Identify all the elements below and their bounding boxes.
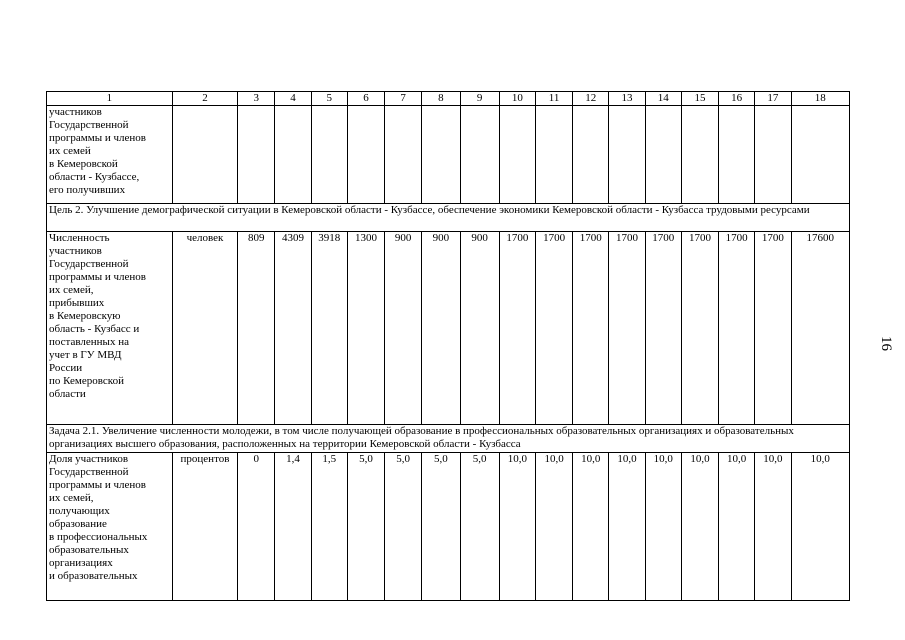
table-cell xyxy=(460,106,499,204)
table-row xyxy=(47,453,850,601)
value-cell: 1700 xyxy=(573,232,609,425)
table-cell xyxy=(311,106,347,204)
header-cell: 2 xyxy=(172,92,237,106)
table-cell xyxy=(791,106,850,204)
value-cell: 10,0 xyxy=(499,453,535,601)
table-cell xyxy=(719,106,755,204)
page-number: 16 xyxy=(878,336,894,351)
value-cell: 4309 xyxy=(275,232,311,425)
section-row xyxy=(47,204,850,232)
table-cell xyxy=(499,106,535,204)
value-cell: 10,0 xyxy=(755,453,791,601)
value-cell: 1700 xyxy=(535,232,572,425)
value-cell: 10,0 xyxy=(573,453,609,601)
task-heading: Задача 2.1. Увеличение численности молодежи, в том числе получающей образование в профессиональных образовательных организациях и образовательных организациях высшего образования, расположенных на территории Кемеровской области - Кузбасса xyxy=(47,425,850,453)
header-cell: 1 xyxy=(47,92,173,106)
header-cell: 10 xyxy=(499,92,535,106)
table-cell xyxy=(645,106,681,204)
unit-cell: человек xyxy=(172,232,237,425)
value-cell: 1300 xyxy=(347,232,384,425)
value-cell: 1700 xyxy=(681,232,718,425)
table-cell xyxy=(755,106,791,204)
value-cell: 900 xyxy=(385,232,422,425)
value-cell: 1,5 xyxy=(311,453,347,601)
value-cell: 1700 xyxy=(645,232,681,425)
value-cell: 5,0 xyxy=(385,453,422,601)
value-cell: 5,0 xyxy=(422,453,460,601)
header-cell: 8 xyxy=(422,92,460,106)
unit-cell: процентов xyxy=(172,453,237,601)
header-cell: 15 xyxy=(681,92,718,106)
header-cell: 11 xyxy=(535,92,572,106)
value-cell: 5,0 xyxy=(460,453,499,601)
table-cell xyxy=(573,106,609,204)
value-cell: 5,0 xyxy=(347,453,384,601)
value-cell: 10,0 xyxy=(609,453,645,601)
header-cell: 17 xyxy=(755,92,791,106)
header-cell: 6 xyxy=(347,92,384,106)
header-cell: 5 xyxy=(311,92,347,106)
header-cell: 4 xyxy=(275,92,311,106)
value-cell: 1,4 xyxy=(275,453,311,601)
value-cell: 1700 xyxy=(755,232,791,425)
header-row xyxy=(47,92,850,106)
value-cell: 809 xyxy=(238,232,275,425)
value-cell: 1700 xyxy=(499,232,535,425)
header-cell: 12 xyxy=(573,92,609,106)
value-cell: 900 xyxy=(422,232,460,425)
table-cell xyxy=(422,106,460,204)
indicator-name: Численность участников Государственной программы и членов их семей, прибывших в Кемеровскую область - Кузбасс и поставленных на учет в ГУ МВД России по Кемеровской области xyxy=(47,232,173,425)
table-cell xyxy=(172,106,237,204)
value-cell: 1700 xyxy=(609,232,645,425)
table-row xyxy=(47,106,850,204)
value-cell: 17600 xyxy=(791,232,850,425)
table-row xyxy=(47,232,850,425)
value-cell: 10,0 xyxy=(681,453,718,601)
value-cell: 0 xyxy=(238,453,275,601)
indicator-name: участников Государственной программы и членов их семей в Кемеровской области - Кузбассе, его получивших xyxy=(47,106,173,204)
value-cell: 10,0 xyxy=(535,453,572,601)
header-cell: 14 xyxy=(645,92,681,106)
value-cell: 10,0 xyxy=(645,453,681,601)
value-cell: 3918 xyxy=(311,232,347,425)
value-cell: 10,0 xyxy=(791,453,850,601)
table-cell xyxy=(275,106,311,204)
table-cell xyxy=(609,106,645,204)
table-cell xyxy=(681,106,718,204)
table-cell xyxy=(535,106,572,204)
value-cell: 10,0 xyxy=(719,453,755,601)
header-cell: 16 xyxy=(719,92,755,106)
header-cell: 9 xyxy=(460,92,499,106)
header-cell: 3 xyxy=(238,92,275,106)
indicator-name: Доля участников Государственной программы и членов их семей, получающих образование в профессиональных образовательных организациях и образовательных xyxy=(47,453,173,601)
header-cell: 7 xyxy=(385,92,422,106)
section-row xyxy=(47,425,850,453)
data-table xyxy=(46,91,850,601)
header-cell: 13 xyxy=(609,92,645,106)
table-cell xyxy=(385,106,422,204)
value-cell: 900 xyxy=(460,232,499,425)
value-cell: 1700 xyxy=(719,232,755,425)
header-cell: 18 xyxy=(791,92,850,106)
table-cell xyxy=(238,106,275,204)
table-cell xyxy=(347,106,384,204)
goal-heading: Цель 2. Улучшение демографической ситуации в Кемеровской области - Кузбассе, обеспечение экономики Кемеровской области - Кузбасса трудовыми ресурсами xyxy=(47,204,850,232)
